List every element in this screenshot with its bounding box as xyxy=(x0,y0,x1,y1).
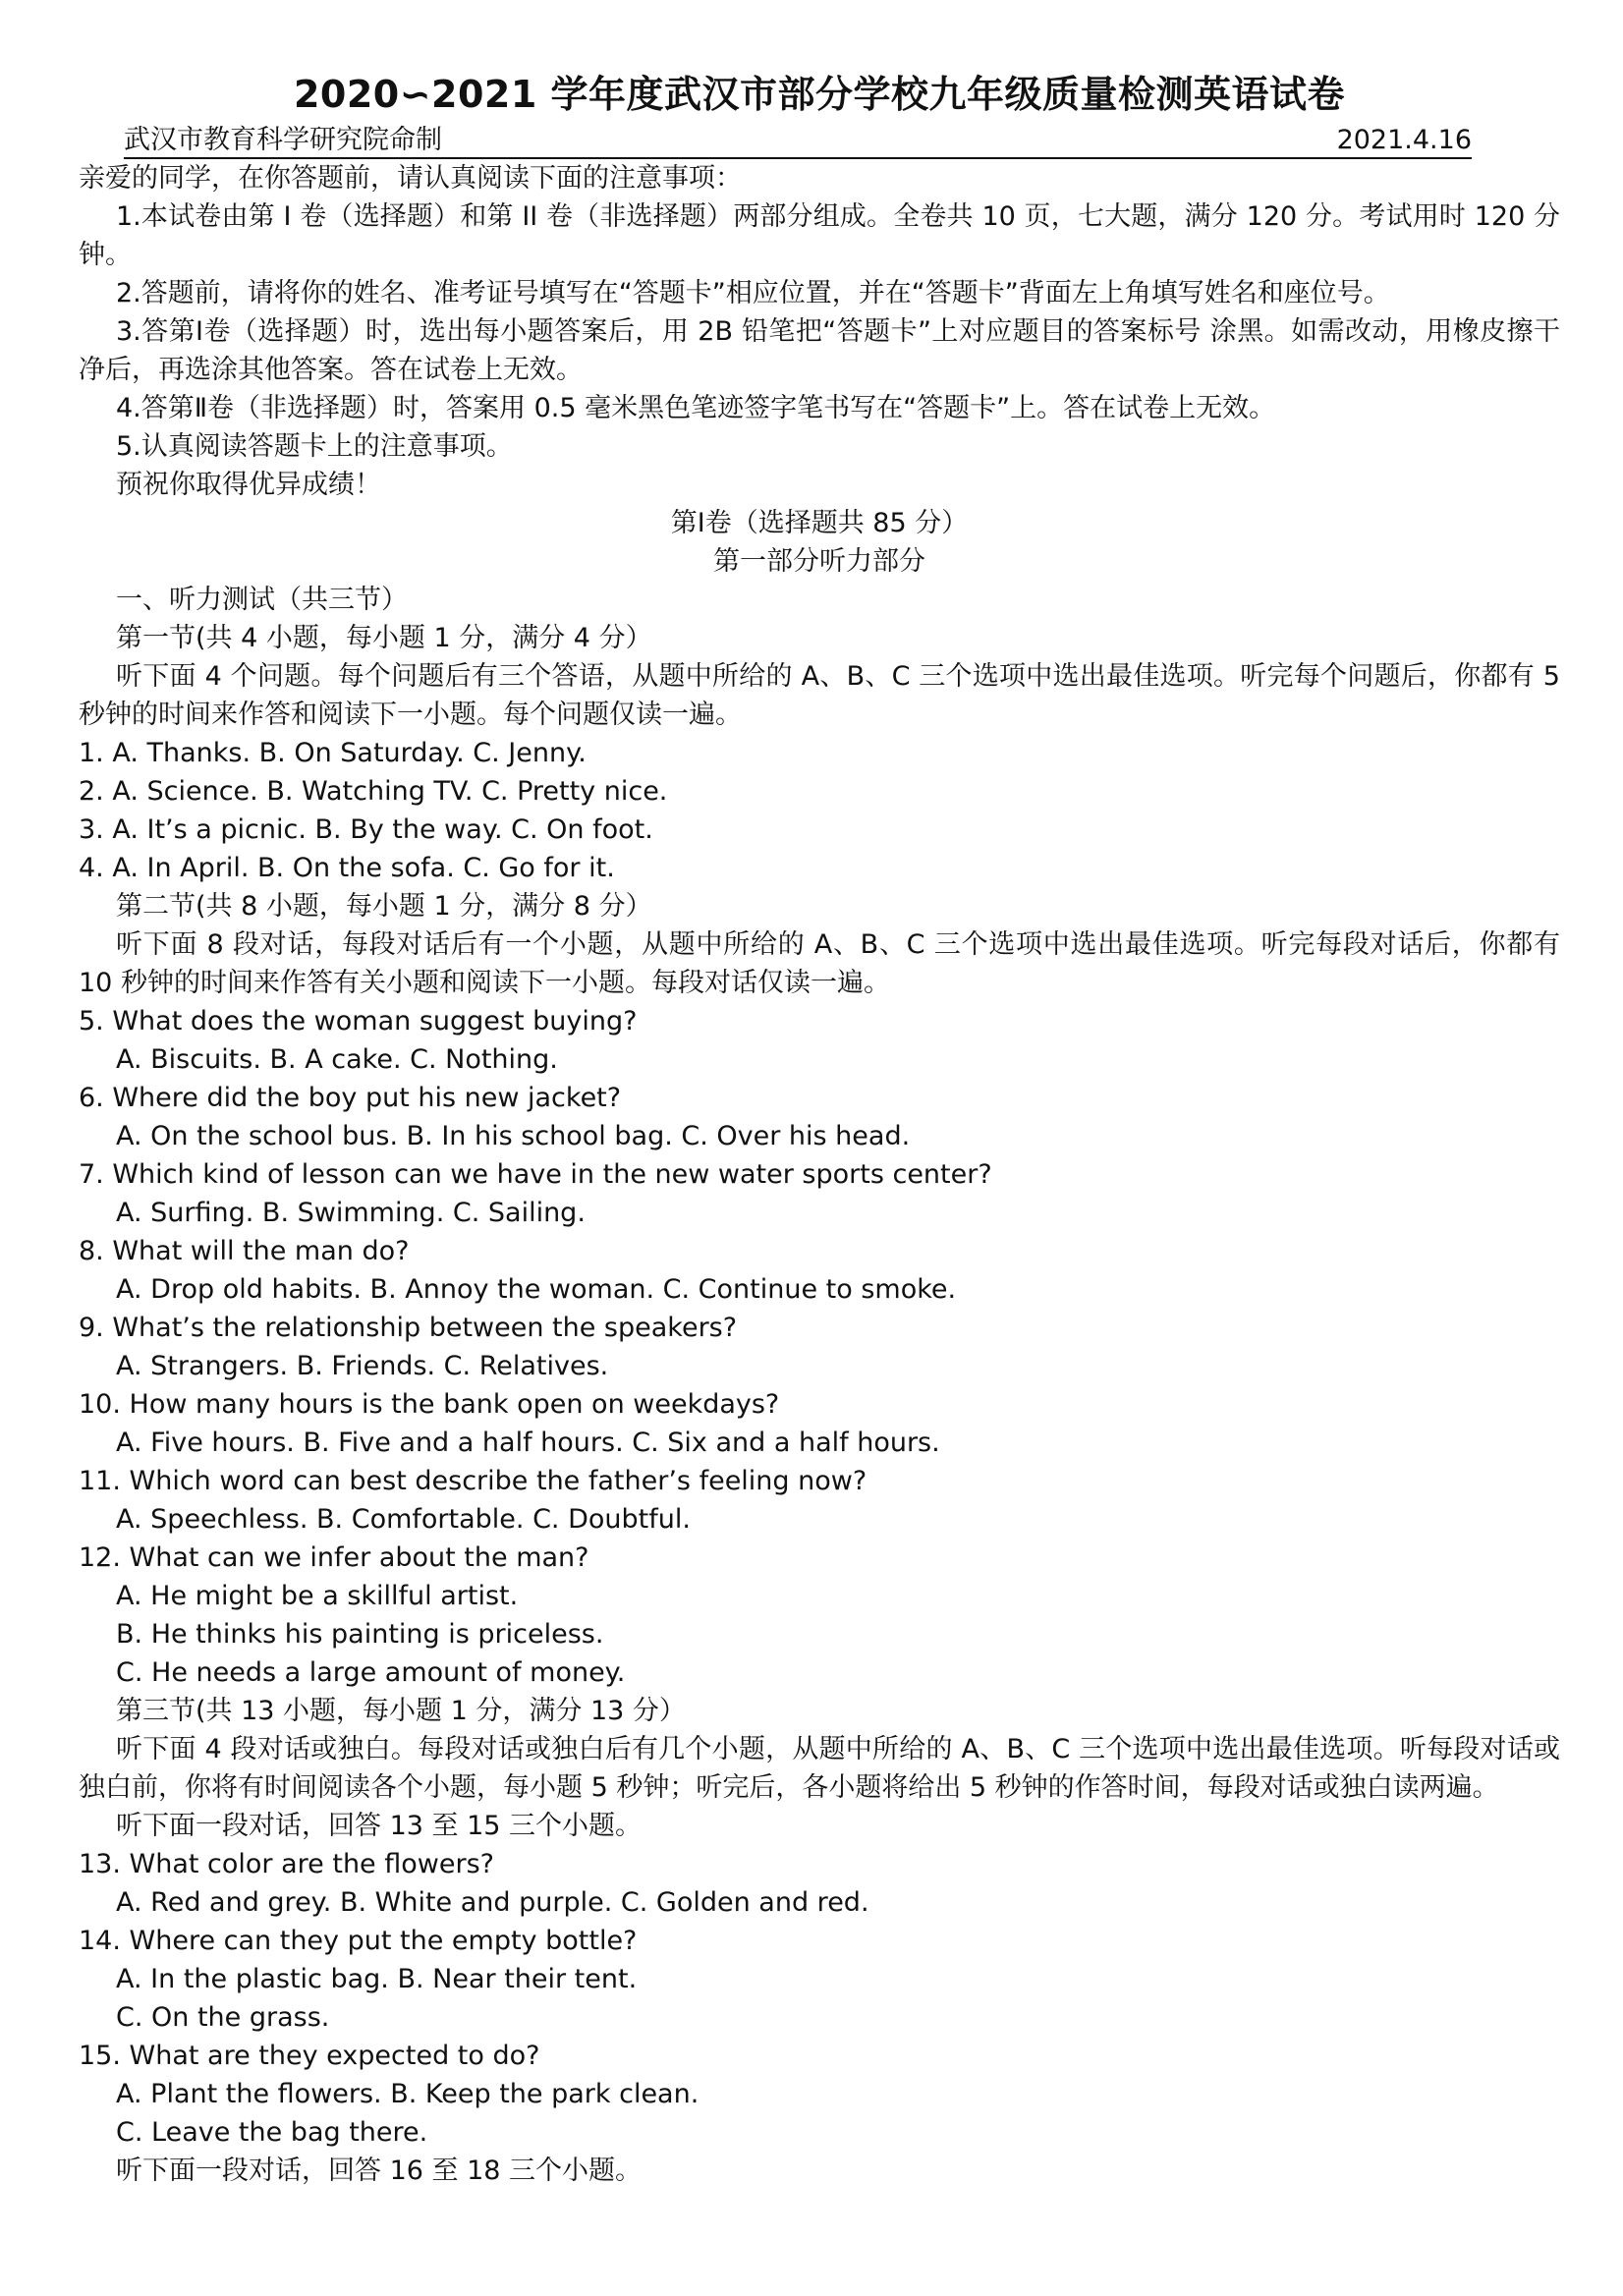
notice-item: 预祝你取得优异成绩！ xyxy=(116,470,381,500)
question: 7. Which kind of lesson can we have in the new water sports center? xyxy=(79,1159,992,1190)
options: C. Leave the bag there. xyxy=(116,2117,428,2148)
issuer: 武汉市教育科学研究院命制 xyxy=(124,125,442,155)
question: 3. A. It’s a picnic. B. By the way. C. On foot. xyxy=(79,814,653,845)
page-title: 2020∽2021 学年度武汉市部分学校九年级质量检测英语试卷 xyxy=(293,73,1346,116)
notice-item: 3.答第Ⅰ卷（选择题）时，选出每小题答案后，用 2B 铅笔把“答题卡”上对应题目的答案标号 涂黑。如需改动，用橡皮擦干净后，再选涂其他答案。答在试卷上无效。 xyxy=(79,316,1560,385)
options: A. Surfing. B. Swimming. C. Sailing. xyxy=(116,1198,586,1228)
sec2-instruction: 听下面 8 段对话，每段对话后有一个小题，从题中所给的 A、B、C 三个选项中选出最佳选项。听完每段对话后，你都有 10 秒钟的时间来作答有关小题和阅读下一小题。每段对话仅读一遍。 xyxy=(79,929,1560,998)
sec1-instruction: 听下面 4 个问题。每个问题后有三个答语，从题中所给的 A、B、C 三个选项中选出最佳选项。听完每个问题后，你都有 5 秒钟的时间来作答和阅读下一小题。每个问题仅读一遍。 xyxy=(79,661,1560,730)
exam-date: 2021.4.16 xyxy=(1336,125,1472,155)
sec3-instruction: 听下面 4 段对话或独白。每段对话或独白后有几个小题，从题中所给的 A、B、C 三个选项中选出最佳选项。听每段对话或独白前，你将有时间阅读各个小题，每小题 5 秒钟；听完后，各小题将给出 5 秒钟的作答时间，每段对话或独白读两遍。 xyxy=(79,1734,1560,1803)
question: 11. Which word can best describe the father’s feeling now? xyxy=(79,1466,867,1496)
notice-item: 5.认真阅读答题卡上的注意事项。 xyxy=(116,431,513,462)
options: A. On the school bus. B. In his school bag. C. Over his head. xyxy=(116,1121,911,1151)
notice-item: 4.答第Ⅱ卷（非选择题）时，答案用 0.5 毫米黑色笔迹签字笔书写在“答题卡”上。答在试卷上无效。 xyxy=(116,393,1276,423)
question: 4. A. In April. B. On the sofa. C. Go for it. xyxy=(79,853,615,883)
part-heading: 第一部分听力部分 xyxy=(713,546,925,577)
volume-heading: 第Ⅰ卷（选择题共 85 分） xyxy=(670,508,969,538)
options: C. On the grass. xyxy=(116,2002,330,2033)
options: A. Five hours. B. Five and a half hours. C. Six and a half hours. xyxy=(116,1428,940,1458)
question: 15. What are they expected to do? xyxy=(79,2041,540,2071)
options: A. Strangers. B. Friends. C. Relatives. xyxy=(116,1351,609,1381)
question: 5. What does the woman suggest buying? xyxy=(79,1006,638,1036)
options: A. Plant the flowers. B. Keep the park clean. xyxy=(116,2079,700,2109)
question: 9. What’s the relationship between the speakers? xyxy=(79,1313,738,1343)
sec3-heading: 第三节(共 13 小题，每小题 1 分，满分 13 分） xyxy=(116,1696,686,1726)
options: C. He needs a large amount of money. xyxy=(116,1657,626,1688)
question: 12. What can we infer about the man? xyxy=(79,1542,589,1573)
options: A. Biscuits. B. A cake. C. Nothing. xyxy=(116,1044,558,1075)
question: 8. What will the man do? xyxy=(79,1236,410,1266)
sec3-intro: 听下面一段对话，回答 16 至 18 三个小题。 xyxy=(116,2156,643,2186)
options: A. Red and grey. B. White and purple. C. Golden and red. xyxy=(116,1887,869,1918)
question: 1. A. Thanks. B. On Saturday. C. Jenny. xyxy=(79,738,587,768)
options: A. In the plastic bag. B. Near their tent. xyxy=(116,1964,638,1994)
sec1-heading: 第一节(共 4 小题，每小题 1 分，满分 4 分） xyxy=(116,623,652,653)
question: 10. How many hours is the bank open on weekdays? xyxy=(79,1389,780,1420)
section-heading: 一、听力测试（共三节） xyxy=(116,585,408,615)
question: 6. Where did the boy put his new jacket? xyxy=(79,1083,622,1113)
sec2-heading: 第二节(共 8 小题，每小题 1 分，满分 8 分） xyxy=(116,891,652,922)
notice-item: 1.本试卷由第 I 卷（选择题）和第 II 卷（非选择题）两部分组成。全卷共 10 页，七大题，满分 120 分。考试用时 120 分钟。 xyxy=(79,201,1560,270)
options: B. He thinks his painting is priceless. xyxy=(116,1619,604,1650)
subheader xyxy=(124,124,1472,159)
options: A. Drop old habits. B. Annoy the woman. C. Continue to smoke. xyxy=(116,1274,957,1305)
options: A. Speechless. B. Comfortable. C. Doubtful. xyxy=(116,1504,691,1535)
notice-block xyxy=(79,159,1560,504)
question: 2. A. Science. B. Watching TV. C. Pretty nice. xyxy=(79,776,668,807)
question: 13. What color are the flowers? xyxy=(79,1849,494,1879)
question: 14. Where can they put the empty bottle? xyxy=(79,1926,638,1956)
options: A. He might be a skillful artist. xyxy=(116,1581,519,1611)
notice-item: 2.答题前，请将你的姓名、准考证号填写在“答题卡”相应位置，并在“答题卡”背面左上角填写姓名和座位号。 xyxy=(116,278,1390,308)
sec3-intro: 听下面一段对话，回答 13 至 15 三个小题。 xyxy=(116,1811,643,1841)
notice-greeting: 亲爱的同学，在你答题前，请认真阅读下面的注意事项： xyxy=(79,163,742,194)
